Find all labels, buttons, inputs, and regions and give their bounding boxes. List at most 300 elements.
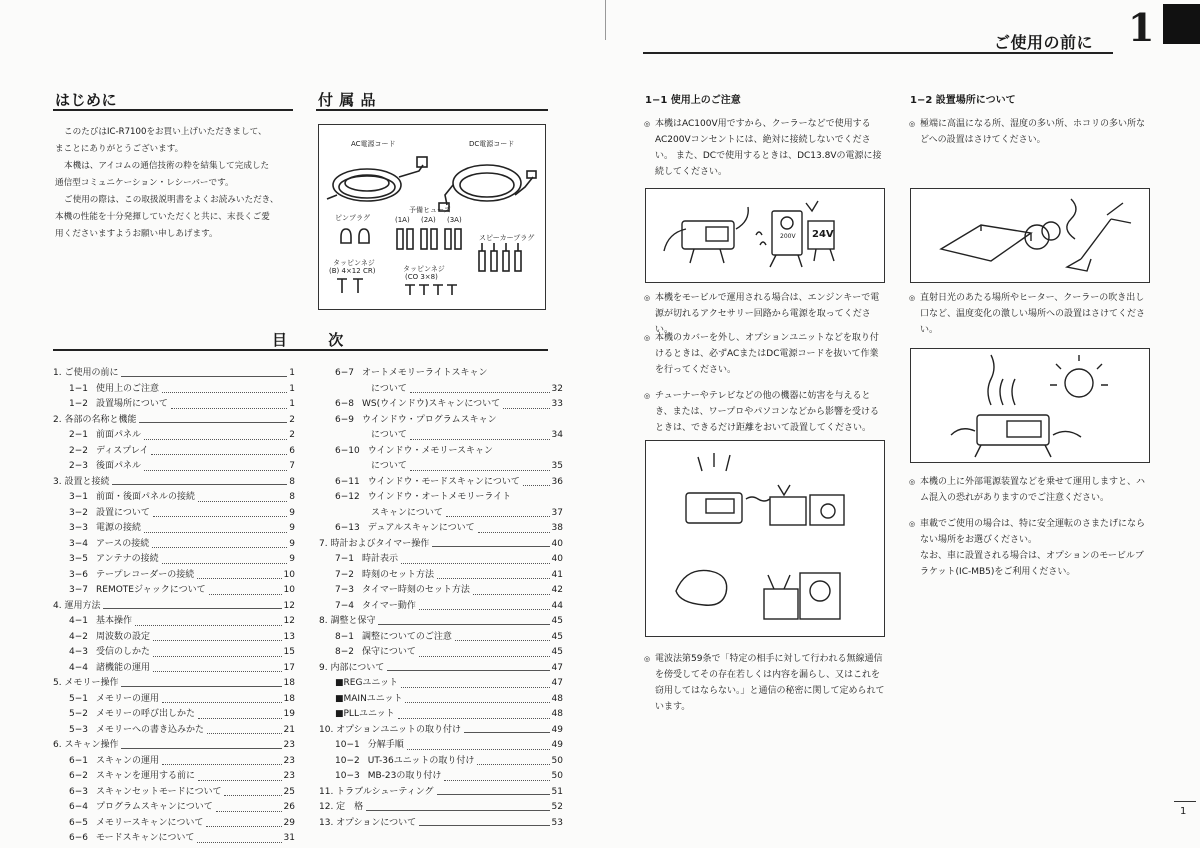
- toc-leader: [153, 516, 287, 517]
- toc-entry-page: 12: [283, 616, 295, 626]
- toc-entry-page: 37: [551, 507, 563, 518]
- toc-entry-number: 5−3: [69, 724, 88, 735]
- toc-entry-label: メモリーの運用: [96, 693, 160, 704]
- toc-entry-number: 5−1: [69, 693, 88, 704]
- toc-entry-page: 45: [551, 647, 563, 657]
- toc-entry-label: タイマー時刻のセット方法: [362, 585, 470, 595]
- sec1-title: 1−1 使用上のご注意: [645, 95, 741, 106]
- dc-cord-label: DC電源コード: [469, 140, 515, 148]
- intro-line-5: ご使用の際は、この取扱説明書をよくお読みいただき、: [64, 195, 279, 205]
- toc-entry: [319, 459, 563, 475]
- toc-entry: [319, 444, 563, 460]
- toc-entry-number: 8−2: [335, 647, 354, 657]
- toc-entry-label: ウインドウ・メモリースキャン: [367, 445, 494, 456]
- toc-leader: [437, 578, 550, 579]
- toc-entry-label: メモリーへの書き込みかた: [96, 724, 205, 735]
- toc-entry-number: 10−1: [335, 740, 360, 750]
- toc-leader: [407, 749, 550, 750]
- toc-entry-number: 6−9: [335, 414, 354, 425]
- toc-leader: [198, 501, 287, 502]
- sec1-bullet-1-text: 本機はAC100V用ですから、クーラーなどで使用する AC200Vコンセントには、絶対に接続しないでください。 また、DCで使用するときは、DC13.8Vの電源に接続してください。: [655, 119, 882, 177]
- toc-entry-number: 6−12: [335, 492, 360, 502]
- interference-drawing: [646, 441, 886, 638]
- toc-leader: [398, 718, 550, 719]
- toc-entry-page: 47: [551, 678, 563, 688]
- tapping-screw-b-size: (B) 4×12 CR): [329, 267, 376, 275]
- bullet-mark-icon: ◎: [644, 392, 651, 400]
- toc-entry-label: ■REGユニット: [335, 678, 399, 688]
- toc-entry-page: 1: [289, 368, 295, 378]
- fuse-1a-label: (1A): [395, 216, 410, 224]
- toc-entry-number: 1. ご使用の前に: [53, 368, 119, 378]
- toc-entry-number: 3−2: [69, 507, 88, 518]
- intro-title: はじめに: [55, 91, 118, 109]
- toc-leader: [153, 640, 282, 641]
- sec2-bullet-2-text: 直射日光のあたる場所やヒーター、クーラーの吹き出し口など、温度変化の激しい場所への設置はさけてください。: [920, 293, 1146, 335]
- toc-entry-number: 6−5: [69, 817, 88, 828]
- toc-entry-number: 3−3: [69, 523, 88, 533]
- toc-entry-label: について: [371, 461, 407, 471]
- toc-entry-number: 7−2: [335, 569, 354, 580]
- toc-leader: [121, 376, 287, 377]
- toc-leader: [366, 810, 549, 811]
- toc-entry-page: 40: [551, 554, 563, 564]
- toc-entry: [53, 537, 295, 553]
- toc-entry-number: 7. 時計およびタイマー操作: [319, 538, 430, 549]
- chapter-tab: [1163, 4, 1200, 44]
- toc-entry-number: 7−1: [335, 554, 354, 564]
- toc-entry: [319, 769, 563, 785]
- toc-entry: [319, 506, 563, 522]
- toc-entry-page: 21: [283, 724, 295, 735]
- toc-leader: [437, 794, 550, 795]
- toc-title: 目 次: [272, 331, 362, 349]
- toc-entry-label: メモリースキャンについて: [96, 817, 204, 828]
- toc-entry: [319, 754, 563, 770]
- sec1-bullet-5: [645, 651, 885, 715]
- toc-entry: [319, 723, 563, 739]
- toc-leader: [171, 408, 287, 409]
- toc-leader: [152, 547, 287, 548]
- toc-entry: [53, 816, 295, 832]
- toc-leader: [112, 484, 287, 485]
- toc-leader: [153, 656, 282, 657]
- toc-entry-label: ディスプレイ: [96, 445, 149, 456]
- toc-entry-page: 49: [551, 724, 563, 735]
- toc-entry-number: 3−5: [69, 554, 88, 564]
- toc-entry: [53, 521, 295, 537]
- toc-entry-label: ■MAINユニット: [335, 693, 403, 704]
- toc-entry-number: 3. 設置と接続: [53, 476, 110, 487]
- toc-entry: [53, 552, 295, 568]
- accessories-figure: [318, 124, 546, 310]
- toc-column-1: [53, 366, 295, 847]
- toc-entry: [53, 661, 295, 677]
- toc-entry-page: 40: [551, 538, 563, 549]
- toc-entry: [53, 723, 295, 739]
- toc-leader: [419, 609, 550, 610]
- toc-leader: [224, 795, 281, 796]
- toc-entry: [53, 800, 295, 816]
- toc-entry-label: 前面パネル: [96, 430, 142, 440]
- toc-leader: [144, 532, 287, 533]
- toc-entry: [319, 738, 563, 754]
- toc-leader: [477, 764, 549, 765]
- toc-entry: [53, 707, 295, 723]
- toc-entry-number: 3−4: [69, 538, 88, 549]
- toc-entry-number: 3−7: [69, 585, 88, 595]
- toc-entry-page: 42: [551, 585, 563, 595]
- heat-drawing: [911, 349, 1151, 464]
- toc-entry-label: 使用上のご注意: [96, 383, 160, 394]
- toc-entry-label: 時計表示: [362, 554, 399, 564]
- toc-entry: [319, 490, 563, 506]
- sec2-title: 1−2 設置場所について: [910, 95, 1016, 106]
- toc-entry-label: メモリーの呼び出しかた: [96, 709, 196, 719]
- bullet-mark-icon: ◎: [644, 334, 651, 342]
- dust-drawing: [911, 189, 1151, 284]
- toc-entry-number: 9. 内部について: [319, 662, 385, 673]
- toc-entry-page: 23: [283, 771, 295, 781]
- toc-entry-label: WS(ウインドウ)スキャンについて: [362, 399, 501, 409]
- toc-leader: [523, 485, 550, 486]
- toc-entry-page: 29: [283, 817, 295, 828]
- toc-entry-label: 時刻のセット方法: [362, 569, 435, 580]
- toc-entry: [319, 552, 563, 568]
- toc-entry-number: 6−8: [335, 399, 354, 409]
- toc-entry: [319, 661, 563, 677]
- page-number: 1: [1180, 806, 1187, 817]
- toc-entry-number: 6−10: [335, 445, 360, 456]
- toc-entry-label: 設置場所について: [96, 399, 168, 409]
- toc-entry-page: 10: [283, 569, 295, 580]
- sec2-bullet-4-text: 車載でご使用の場合は、特に安全運転のさまたげにならない場所をお選びください。: [920, 519, 1146, 545]
- sec1-bullet-2-text: 本機をモービルで運用される場合は、エンジンキーで電源が切れるアクセサリー回路から電源を取ってください。: [655, 293, 880, 335]
- toc-entry-page: 36: [551, 476, 563, 487]
- toc-entry-label: 後面パネル: [96, 461, 142, 471]
- toc-entry-page: 8: [289, 492, 295, 502]
- toc-entry-number: 7−4: [335, 600, 354, 611]
- toc-leader: [419, 825, 549, 826]
- toc-entry: [319, 676, 563, 692]
- toc-entry-page: 2: [289, 414, 295, 425]
- sec1-bullet-1: [645, 116, 885, 180]
- toc-entry-number: 4. 運用方法: [53, 600, 101, 611]
- toc-entry-number: 6. スキャン操作: [53, 740, 119, 750]
- toc-leader: [473, 594, 550, 595]
- toc-entry-page: 18: [283, 678, 295, 688]
- toc-leader: [206, 826, 281, 827]
- toc-leader: [139, 422, 287, 423]
- bullet-mark-icon: ◎: [644, 120, 651, 128]
- toc-entry: [319, 428, 563, 444]
- toc-entry-page: 15: [283, 647, 295, 657]
- toc-entry: [319, 583, 563, 599]
- toc-entry-page: 18: [283, 693, 295, 704]
- toc-entry-page: 1: [289, 399, 295, 409]
- toc-entry-page: 17: [283, 662, 295, 673]
- intro-line-2: まことにありがとうございます。: [55, 144, 184, 154]
- toc-entry-number: 1−1: [69, 383, 88, 394]
- sec2-bullet-4-note: なお、車に設置される場合は、オプションのモービルブラケット(IC-MB5)をご利用ください。: [920, 551, 1144, 577]
- intro-line-4: 通信型コミュニケーション・レシーバーです。: [55, 178, 234, 188]
- toc-entry-page: 8: [289, 476, 295, 487]
- toc-entry-page: 9: [289, 507, 295, 518]
- toc-entry: [53, 630, 295, 646]
- toc-entry: [53, 769, 295, 785]
- toc-entry-page: 9: [289, 538, 295, 549]
- toc-entry-number: 6−2: [69, 771, 88, 781]
- toc-entry: [319, 382, 563, 398]
- toc-leader: [197, 578, 281, 579]
- sec2-bullet-2: [910, 290, 1150, 338]
- sec2-bullet-4: [910, 516, 1150, 580]
- toc-entry-page: 50: [551, 771, 563, 781]
- toc-entry: [319, 692, 563, 708]
- toc-entry-page: 2: [289, 430, 295, 440]
- toc-entry-page: 45: [551, 631, 563, 642]
- toc-leader: [410, 439, 550, 440]
- toc-leader: [135, 625, 282, 626]
- toc-entry-number: 8−1: [335, 631, 354, 642]
- toc-entry-page: 12: [283, 600, 295, 611]
- toc-entry-number: 2−3: [69, 461, 88, 471]
- toc-entry: [319, 816, 563, 832]
- toc-entry-label: テープレコーダーの接続: [96, 569, 195, 580]
- toc-entry: [53, 428, 295, 444]
- bullet-mark-icon: ◎: [909, 120, 916, 128]
- toc-entry: [319, 475, 563, 491]
- toc-leader: [121, 686, 281, 687]
- toc-entry: [319, 630, 563, 646]
- pin-plug-label: ピンプラグ: [335, 214, 370, 222]
- toc-entry-number: 5−2: [69, 709, 88, 719]
- toc-entry-label: 調整についてのご注意: [362, 631, 452, 642]
- voltage-drawing: [646, 189, 886, 284]
- toc-entry: [53, 506, 295, 522]
- toc-entry: [53, 583, 295, 599]
- toc-entry: [53, 599, 295, 615]
- toc-entry-number: 6−11: [335, 476, 360, 487]
- toc-entry-number: 3−1: [69, 492, 88, 502]
- toc-entry-label: ウインドウ・プログラムスキャン: [362, 414, 497, 425]
- toc-entry: [319, 366, 563, 382]
- toc-entry-page: 9: [289, 554, 295, 564]
- toc-entry-label: 前面・後面パネルの接続: [96, 492, 196, 502]
- toc-entry: [319, 707, 563, 723]
- toc-leader: [455, 640, 550, 641]
- toc-entry-page: 33: [551, 399, 563, 409]
- toc-leader: [151, 454, 287, 455]
- toc-leader: [153, 671, 282, 672]
- accessories-title: 付 属 品: [318, 91, 376, 109]
- illustration-dust: [910, 188, 1150, 283]
- illustration-heat: [910, 348, 1150, 463]
- toc-leader: [144, 470, 287, 471]
- toc-entry: [319, 568, 563, 584]
- toc-entry: [319, 599, 563, 615]
- toc-entry: [319, 645, 563, 661]
- toc-entry-number: 4−2: [69, 631, 88, 642]
- toc-entry: [53, 831, 295, 847]
- toc-entry-number: 6−4: [69, 802, 88, 812]
- toc-entry-label: スキャンセットモードについて: [96, 786, 222, 797]
- toc-entry-page: 41: [551, 569, 563, 580]
- toc-leader: [121, 748, 281, 749]
- toc-entry-number: 11. トラブルシューティング: [319, 786, 434, 797]
- toc-leader: [207, 733, 282, 734]
- toc-entry-label: REMOTEジャックについて: [96, 585, 206, 595]
- toc-entry-number: 2−2: [69, 445, 88, 456]
- toc-entry-number: 2−1: [69, 430, 88, 440]
- toc-entry-number: 7−3: [335, 585, 354, 595]
- toc-entry-number: 4−1: [69, 616, 88, 626]
- toc-entry-label: ウインドウ・モードスキャンについて: [367, 476, 520, 487]
- bullet-mark-icon: ◎: [644, 655, 651, 663]
- fuse-2a-label: (2A): [421, 216, 436, 224]
- toc-leader: [216, 811, 282, 812]
- toc-entry-page: 26: [283, 802, 295, 812]
- toc-entry-label: ウインドウ・オートメモリーライト: [367, 492, 512, 502]
- toc-entry-page: 9: [289, 523, 295, 533]
- toc-entry-number: 6−7: [335, 368, 354, 378]
- toc-entry: [319, 521, 563, 537]
- toc-entry-label: スキャンについて: [371, 507, 443, 518]
- ac-cord-label: AC電源コード: [351, 140, 396, 148]
- toc-leader: [419, 656, 550, 657]
- bullet-mark-icon: ◎: [909, 294, 916, 302]
- intro-line-7: 用くださいますようお願い申しあげます。: [55, 229, 218, 239]
- toc-leader: [410, 470, 550, 471]
- toc-entry: [319, 614, 563, 630]
- toc-entry: [53, 490, 295, 506]
- toc-entry-label: 諸機能の運用: [96, 662, 151, 673]
- toc-entry-number: 10−2: [335, 755, 360, 766]
- toc-entry-label: 電源の接続: [96, 523, 142, 533]
- toc-entry: [53, 382, 295, 398]
- toc-entry-page: 34: [551, 430, 563, 440]
- toc-entry: [319, 800, 563, 816]
- toc-entry-page: 23: [283, 740, 295, 750]
- toc-entry-label: 保守について: [362, 647, 416, 657]
- speaker-plug-label: スピーカープラグ: [479, 234, 535, 242]
- toc-entry-label: 設置について: [96, 507, 150, 518]
- chapter-number: 1: [1128, 5, 1155, 50]
- toc-entry-page: 53: [551, 817, 563, 828]
- toc-entry: [319, 537, 563, 553]
- toc-entry-number: 3−6: [69, 569, 88, 580]
- toc-entry-page: 38: [551, 523, 563, 533]
- toc-entry-number: 6−6: [69, 833, 88, 843]
- toc-leader: [401, 563, 550, 564]
- bullet-mark-icon: ◎: [909, 478, 916, 486]
- toc-entry: [53, 475, 295, 491]
- toc-leader: [209, 594, 282, 595]
- fuse-3a-label: (3A): [447, 216, 462, 224]
- toc-leader: [446, 516, 550, 517]
- toc-entry: [319, 413, 563, 429]
- toc-entry-label: について: [371, 383, 407, 394]
- toc-entry-label: 周波数の設定: [96, 631, 151, 642]
- toc-entry-page: 1: [289, 383, 295, 394]
- toc-entry-page: 25: [283, 786, 295, 797]
- toc-entry-label: ■PLLユニット: [335, 709, 395, 719]
- toc-entry-page: 48: [551, 709, 563, 719]
- toc-entry: [53, 738, 295, 754]
- toc-leader: [144, 439, 287, 440]
- toc-entry-page: 19: [283, 709, 295, 719]
- toc-entry-label: UT-36ユニットの取り付け: [367, 755, 475, 766]
- toc-entry-label: 基本操作: [96, 616, 133, 626]
- toc-entry-page: 32: [551, 383, 563, 394]
- toc-entry-page: 44: [551, 600, 563, 611]
- toc-entry-label: MB-23の取り付け: [367, 771, 442, 781]
- toc-entry-number: 13. オプションについて: [319, 817, 417, 828]
- toc-entry: [319, 785, 563, 801]
- toc-leader: [162, 563, 288, 564]
- toc-entry-page: 10: [283, 585, 295, 595]
- tapping-screw-b-label: タッピンネジ: [333, 259, 375, 267]
- tapping-screw-c-label: タッピンネジ: [403, 265, 445, 273]
- toc-entry-number: 6−1: [69, 755, 88, 766]
- toc-leader: [197, 842, 281, 843]
- page-number-rule: [1174, 801, 1196, 802]
- toc-entry-page: 7: [289, 461, 295, 471]
- toc-leader: [387, 670, 549, 671]
- toc-entry-number: 8. 調整と保守: [319, 616, 376, 626]
- sec1-bullet-5-text: 電波法第59条で「特定の相手に対して行われる無線通信を傍受してその存在若しくは内容を漏らし、又はこれを窃用してはならない。」と通信の秘密に関して定められています。: [655, 654, 885, 712]
- toc-leader: [162, 392, 287, 393]
- toc-entry: [53, 785, 295, 801]
- toc-entry-label: について: [371, 430, 407, 440]
- toc-entry: [53, 692, 295, 708]
- toc-entry-number: 4−4: [69, 662, 88, 673]
- toc-entry: [319, 397, 563, 413]
- toc-leader: [162, 702, 282, 703]
- bullet-mark-icon: ◎: [644, 294, 651, 302]
- toc-entry: [53, 366, 295, 382]
- tapping-screw-c-size: (CO 3×8): [405, 273, 438, 281]
- bullet-mark-icon: ◎: [909, 520, 916, 528]
- toc-entry-number: 6−13: [335, 523, 360, 533]
- sec1-bullet-3: [645, 330, 885, 378]
- sec1-bullet-4-text: チューナーやテレビなどの他の機器に妨害を与えるとき、または、ワープロやパソコンなどから影響を受けるときは、できるだけ距離をおいて設置してください。: [655, 391, 880, 433]
- sec2-bullet-3: [910, 474, 1150, 506]
- sec1-bullet-3-text: 本機のカバーを外し、オプションユニットなどを取り付けるときは、必ずACまたはDC電源コードを抜いて作業を行ってください。: [655, 333, 879, 375]
- toc-entry-number: 10−3: [335, 771, 360, 781]
- toc-leader: [478, 532, 550, 533]
- toc-entry-number: 2. 各部の名称と機能: [53, 414, 137, 425]
- sec2-bullet-3-text: 本機の上に外部電源装置などを乗せて運用しますと、ハム混入の恐れがありますのでご注意ください。: [920, 477, 1146, 503]
- toc-entry-page: 45: [551, 616, 563, 626]
- toc-entry-page: 13: [283, 631, 295, 642]
- toc-entry-page: 51: [551, 786, 563, 797]
- intro-line-1: このたびはIC-R7100をお買い上げいただきまして、: [64, 127, 267, 137]
- illustration-voltage: [645, 188, 885, 283]
- toc-entry-page: 49: [551, 740, 563, 750]
- toc-entry-number: 12. 定 格: [319, 802, 364, 812]
- toc-entry-label: アンテナの接続: [96, 554, 159, 564]
- toc-leader: [103, 608, 281, 609]
- gutter-mark: [605, 0, 606, 40]
- toc-entry-label: アースの接続: [96, 538, 150, 549]
- toc-entry: [53, 397, 295, 413]
- toc-entry-page: 35: [551, 461, 563, 471]
- toc-entry: [53, 444, 295, 460]
- illustration-interference: [645, 440, 885, 637]
- v24-label: 24V: [812, 229, 834, 240]
- toc-entry-page: 47: [551, 662, 563, 673]
